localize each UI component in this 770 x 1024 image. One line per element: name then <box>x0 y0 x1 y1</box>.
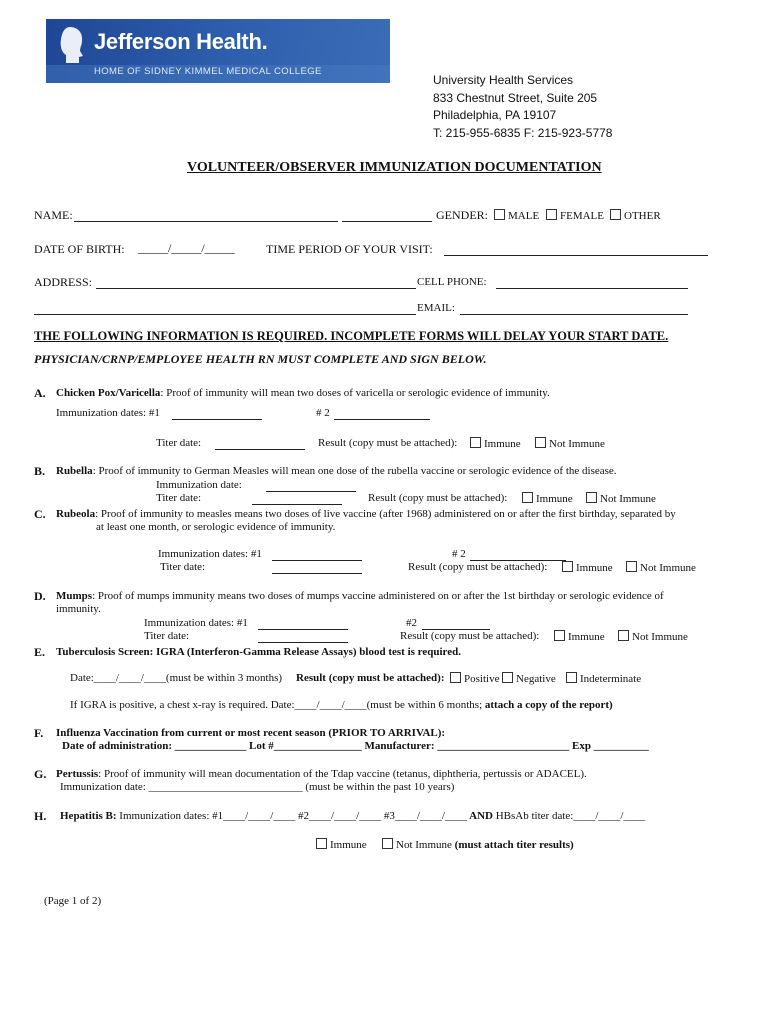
checkbox-icon[interactable] <box>535 437 546 448</box>
a-immune-option[interactable]: Immune <box>470 437 521 450</box>
name-input-2[interactable] <box>342 221 432 222</box>
required-notice: THE FOLLOWING INFORMATION IS REQUIRED. INCOMPLETE FORMS WILL DELAY YOUR START DATE. <box>34 329 669 343</box>
section-e-title: Tuberculosis Screen: IGRA (Interferon-Gamma Release Assays) blood test is required. <box>56 646 461 658</box>
e-date-line[interactable]: Date:____/____/____(must be within 3 months) <box>70 672 283 684</box>
checkbox-icon[interactable] <box>586 492 597 503</box>
section-h-text[interactable]: Hepatitis B: Immunization dates: #1____/____/____ #2____/____/____ #3____/____/____ AND HBsAb titer date:____/____/____ <box>60 810 646 822</box>
address-line: University Health Services <box>433 73 574 87</box>
address-line: T: 215-955-6835 F: 215-923-5778 <box>433 125 613 140</box>
form-title: VOLUNTEER/OBSERVER IMMUNIZATION DOCUMENTATION <box>187 160 602 175</box>
h-not-immune-option[interactable]: Not Immune (must attach titer results) <box>382 838 574 851</box>
d-dose1-input[interactable] <box>258 629 348 630</box>
gender-label: GENDER: <box>436 208 488 222</box>
b-immune-option[interactable]: Immune <box>522 492 573 505</box>
c-not-immune-option[interactable]: Not Immune <box>626 561 696 574</box>
profile-head-icon <box>56 25 88 65</box>
a-dose2-input[interactable] <box>334 419 430 420</box>
a-dates-label: Immunization dates: #1 <box>56 407 160 419</box>
gender-male[interactable]: MALE <box>494 209 539 222</box>
name-input[interactable] <box>74 221 338 222</box>
address-input-2[interactable] <box>34 314 416 315</box>
d-immune-option[interactable]: Immune <box>554 630 605 643</box>
section-letter: A. <box>34 386 46 400</box>
section-d-text: Mumps: Proof of mumps immunity means two doses of mumps vaccine administered on or after the 1st birthday or serologic evidence of <box>56 590 664 602</box>
b-titer-input[interactable] <box>252 504 342 505</box>
contact-address <box>433 72 612 142</box>
b-titer-label: Titer date: <box>156 492 202 504</box>
section-c-text: Rubeola: Proof of immunity to measles means two doses of live vaccine (after 1968) administered on or after the first birthday, separated by <box>56 508 676 520</box>
section-letter: G. <box>34 767 47 781</box>
gender-other[interactable]: OTHER <box>610 209 661 222</box>
c-dates-label: Immunization dates: #1 <box>158 548 262 560</box>
email-label: EMAIL: <box>417 302 455 314</box>
c-dose1-input[interactable] <box>272 560 362 561</box>
address-label: ADDRESS: <box>34 275 93 289</box>
visit-input[interactable] <box>444 255 708 256</box>
d-titer-label: Titer date: <box>144 630 190 642</box>
c-titer-label: Titer date: <box>160 561 206 573</box>
d-titer-input[interactable] <box>258 642 348 643</box>
checkbox-icon[interactable] <box>562 561 573 572</box>
section-b-text: Rubella: Proof of immunity to German Measles will mean one dose of the rubella vaccine or serologic evidence of the disease. <box>56 465 617 477</box>
brand-name: Jefferson Health. <box>94 29 268 54</box>
section-c-text-2: at least one month, or serologic evidence of immunity. <box>96 521 336 533</box>
address-input[interactable] <box>96 288 416 289</box>
checkbox-icon[interactable] <box>566 672 577 683</box>
section-letter: F. <box>34 726 44 740</box>
b-result-label: Result (copy must be attached): <box>368 492 508 504</box>
page-number: (Page 1 of 2) <box>44 895 102 907</box>
section-letter: C. <box>34 507 46 521</box>
checkbox-icon[interactable] <box>494 209 505 220</box>
b-date-input[interactable] <box>266 491 356 492</box>
c-dose2-label: # 2 <box>452 548 466 560</box>
checkbox-icon[interactable] <box>618 630 629 641</box>
e-negative-option[interactable]: Negative <box>502 672 556 685</box>
gender-female[interactable]: FEMALE <box>546 209 604 222</box>
cell-phone-input[interactable] <box>496 288 688 289</box>
checkbox-icon[interactable] <box>502 672 513 683</box>
address-line: Philadelphia, PA 19107 <box>433 108 557 122</box>
dob-input[interactable]: _____/_____/_____ <box>138 241 235 255</box>
section-letter: B. <box>34 464 46 478</box>
checkbox-icon[interactable] <box>610 209 621 220</box>
section-d-text-2: immunity. <box>56 603 101 615</box>
checkbox-icon[interactable] <box>316 838 327 849</box>
d-result-label: Result (copy must be attached): <box>400 630 540 642</box>
a-not-immune-option[interactable]: Not Immune <box>535 437 605 450</box>
section-letter: H. <box>34 809 47 823</box>
b-date-label: Immunization date: <box>156 479 242 491</box>
d-dose2-label: #2 <box>406 617 417 629</box>
f-admin-line[interactable]: Date of administration: _____________ Lot #________________ Manufacturer: ________________________ Exp __________ <box>62 740 649 752</box>
a-titer-input[interactable] <box>215 449 305 450</box>
checkbox-icon[interactable] <box>470 437 481 448</box>
physician-notice: PHYSICIAN/CRNP/EMPLOYEE HEALTH RN MUST COMPLETE AND SIGN BELOW. <box>34 352 487 366</box>
d-not-immune-option[interactable]: Not Immune <box>618 630 688 643</box>
a-dose2-label: # 2 <box>316 407 330 419</box>
b-not-immune-option[interactable]: Not Immune <box>586 492 656 505</box>
checkbox-icon[interactable] <box>382 838 393 849</box>
email-input[interactable] <box>460 314 688 315</box>
section-letter: D. <box>34 589 46 603</box>
c-immune-option[interactable]: Immune <box>562 561 613 574</box>
e-positive-option[interactable]: Positive <box>450 672 499 685</box>
c-result-label: Result (copy must be attached): <box>408 561 548 573</box>
address-line: 833 Chestnut Street, Suite 205 <box>433 90 598 105</box>
e-igra-text: If IGRA is positive, a chest x-ray is required. Date:____/____/____(must be within 6 months; attach a copy of the report) <box>70 699 613 711</box>
visit-label: TIME PERIOD OF YOUR VISIT: <box>266 242 433 256</box>
dob-label: DATE OF BIRTH: <box>34 242 125 256</box>
a-result-label: Result (copy must be attached): <box>318 437 458 449</box>
name-label: NAME: <box>34 208 73 222</box>
checkbox-icon[interactable] <box>450 672 461 683</box>
section-letter: E. <box>34 645 46 659</box>
g-date-line[interactable]: Immunization date: ____________________________ (must be within the past 10 years) <box>60 781 455 793</box>
checkbox-icon[interactable] <box>626 561 637 572</box>
e-indeterminate-option[interactable]: Indeterminate <box>566 672 641 685</box>
a-titer-label: Titer date: <box>156 437 202 449</box>
section-a-text: Chicken Pox/Varicella: Proof of immunity will mean two doses of varicella or serologic evidence of immunity. <box>56 387 550 399</box>
h-immune-option[interactable]: Immune <box>316 838 367 851</box>
d-dates-label: Immunization dates: #1 <box>144 617 248 629</box>
section-g-text: Pertussis: Proof of immunity will mean documentation of the Tdap vaccine (tetanus, diphtheria, pertussis or ADACEL). <box>56 768 587 780</box>
e-result-label: Result (copy must be attached): <box>296 672 445 684</box>
checkbox-icon[interactable] <box>546 209 557 220</box>
checkbox-icon[interactable] <box>522 492 533 503</box>
a-dose1-input[interactable] <box>172 419 262 420</box>
c-titer-input[interactable] <box>272 573 362 574</box>
brand-tagline: HOME OF SIDNEY KIMMEL MEDICAL COLLEGE <box>94 66 322 77</box>
cell-phone-label: CELL PHONE: <box>417 276 487 288</box>
jefferson-health-logo <box>46 19 390 83</box>
section-f-title: Influenza Vaccination from current or most recent season (PRIOR TO ARRIVAL): <box>56 727 446 739</box>
checkbox-icon[interactable] <box>554 630 565 641</box>
